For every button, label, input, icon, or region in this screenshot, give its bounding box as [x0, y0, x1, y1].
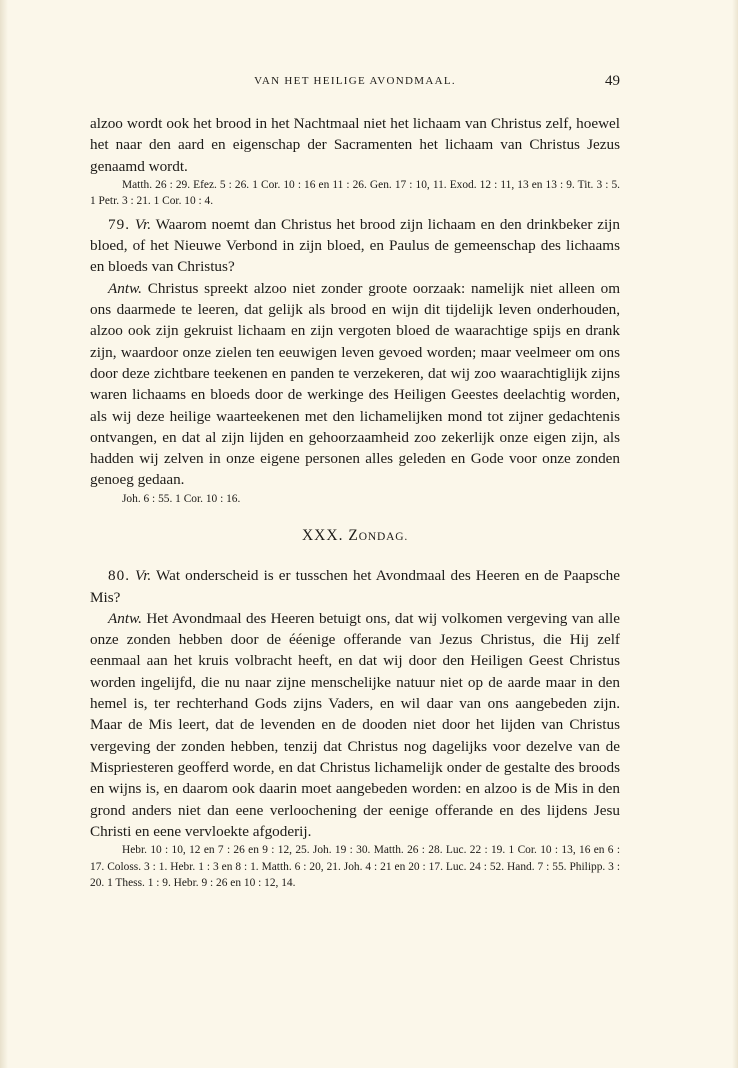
answer-text: Christus spreekt alzoo niet zonder groote oorzaak: namelijk niet alleen om ons daarmede te leeren, dat gelijk als brood en wijn dit tijdelijk leven onderhouden, alzoo ook zijn gekruist lichaam en zijn vergoten bloed de waarachtige spijs en drank zijn, waardoor onze zielen ten eeuwigen leven gevoed worden; maar veelmeer om ons door deze zichtbare teekenen en panden te verzekeren, dat wij zoo waarachtiglijk zijns waren lichaams en bloeds door de werkinge des Heiligen Geestes deelachtig worden, als wij deze heilige waarteekenen met den lichamelijken mond tot zijner gedachtenis ontvangen, en dat al zijn lijden en gehoorzaamheid zoo zekerlijk onze eigen zijn, als hadden wij zelven in onze eigene personen alles geleden en Gode voor onze zonden genoeg gedaan. [90, 279, 621, 489]
page-body [90, 113, 620, 896]
question-number: 79. [108, 215, 130, 233]
question-text: Wat onderscheid is er tusschen het Avondmaal des Heeren en de Paapsche Mis? [90, 567, 620, 606]
answer-label: Antw. [108, 279, 142, 297]
paragraph-text: alzoo wordt ook het brood in het Nachtmaal niet het lichaam van Christus zelf, hoewel het naar den aard en eigenschap der Sacramenten het lichaam van Christus Jezus genaamd wordt. [90, 115, 620, 175]
section-title-initial: Z [348, 527, 359, 545]
scripture-references: Hebr. 10 : 10, 12 en 7 : 26 en 9 : 12, 25. Joh. 19 : 30. Matth. 26 : 28. Luc. 22 : 19. 1 Cor. 10 : 13, 16 en 6 : 17. Coloss. 3 : 1. Hebr. 1 : 3 en 8 : 1. Matth. 6 : 20, 21. Joh. 4 : 21 en 20 : 17. Luc. 24 : 52. Hand. 7 : 55. Philipp. 3 : 20. 1 Thess. 1 : 9. Hebr. 9 : 26 en 10 : 12, 14. [90, 844, 620, 890]
scripture-references: Joh. 6 : 55. 1 Cor. 10 : 16. [122, 492, 241, 505]
answer-80 [90, 608, 620, 842]
running-title: VAN HET HEILIGE AVONDMAAL. [254, 75, 456, 87]
question-text: Waarom noemt dan Christus het brood zijn lichaam en den drinkbeker zijn bloed, of het Nieuwe Verbond in zijn bloed, en Paulus de gemeenschap des lichaams en bloeds van Christus? [90, 215, 620, 276]
answer-text: Het Avondmaal des Heeren betuigt ons, dat wij volkomen vergeving van alle onze zonden hebben door de ééenige offerande van Jezus Christus, die Hij zelf eenmaal aan het kruis volbracht heeft, en dat wij door den Heiligen Geest Christus worden ingelijfd, die nu naar zijne menschelijke natuur niet op de aarde maar in den hemel is, ter rechterhand Gods zijns Vaders, en wil daar van ons aangebeden zijn. Maar de Mis leert, dat de levenden en de dooden niet door het lijden van Christus vergeving der zonden hebben, tenzij dat Christus nog dagelijks voor dezelve van de Mispriesteren geofferd worde, en dat Christus lichamelijk onder de gestalte des broods en wijns is, en daarom ook daarin moet aangebeden worden: en alzoo is de Mis in den grond anders niet dan eene verloochening der eenige offerande en des lijdens Jesu Christi en eene vervloekte afgoderij. [90, 609, 621, 840]
page-edge-shadow [732, 0, 738, 1068]
answer-label: Antw. [108, 609, 142, 627]
question-number: 80. [108, 567, 130, 585]
page-header [90, 75, 620, 97]
answer-79 [90, 278, 620, 491]
question-label: Vr. [134, 215, 151, 233]
paragraph-continuation [90, 113, 620, 177]
question-79 [90, 214, 620, 278]
section-numeral: XXX. [301, 527, 344, 545]
page-number: 49 [605, 73, 620, 89]
question-label: Vr. [135, 567, 152, 585]
page-gutter-shadow [0, 0, 8, 1068]
section-heading [90, 527, 620, 545]
scripture-references: Matth. 26 : 29. Efez. 5 : 26. 1 Cor. 10 : 16 en 11 : 26. Gen. 17 : 10, 11. Exod. 12 : 11, 13 en 13 : 9. Tit. 3 : 5. 1 Petr. 3 : 21. 1 Cor. 10 : 4. [90, 178, 620, 208]
question-80 [90, 565, 620, 608]
section-title-rest: ONDAG. [358, 531, 408, 544]
